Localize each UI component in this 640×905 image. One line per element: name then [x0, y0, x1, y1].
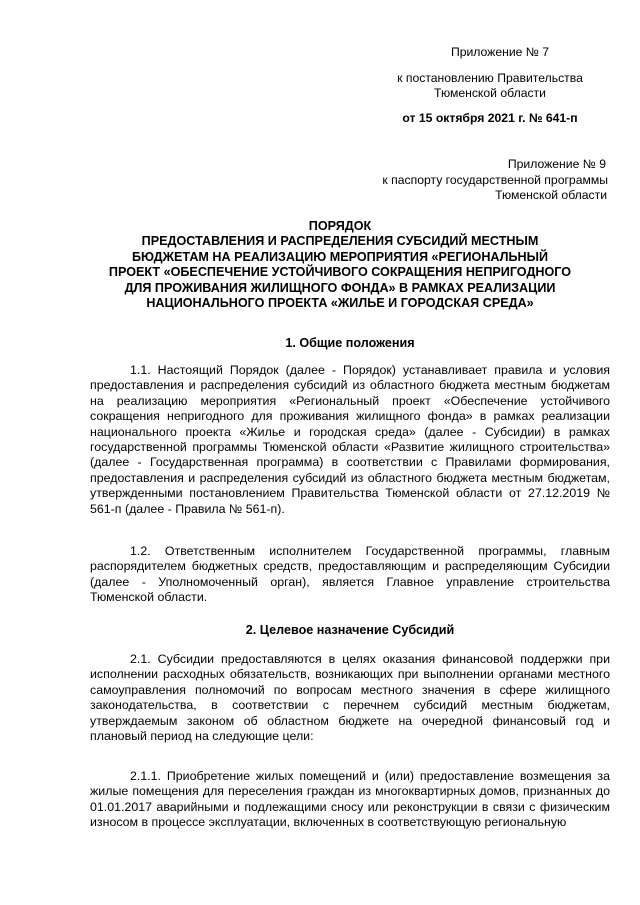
title-line-1: ПОРЯДОК	[308, 219, 372, 233]
annex-7-label: Приложение № 7	[450, 45, 550, 59]
paragraph-1-1: 1.1. Настоящий Порядок (далее - Порядок) устанавливает правила и условия предоставления и распределения субсидий из областного бюджета местным бюджетам на реализацию мероприятия «Региональный проект «Обеспечение устойчивого сокращения непригодного для проживания жилищного фонда» в рамках реализации национального проекта «Жилье и городская среда» (далее - Субсидии) в рамках государственной программы Тюменской области «Развитие жилищного строительства» (далее - Государственная программа) в соответствии с Правилами формирования, предоставления и распределения субсидий из областного бюджета местным бюджетам, утвержденными постановлением Правительства Тюменской области от 27.12.2019 № 561-п (далее - Правила № 561-п).	[90, 363, 610, 516]
title-line-2: ПРЕДОСТАВЛЕНИЯ И РАСПРЕДЕЛЕНИЯ СУБСИДИЙ МЕСТНЫМ	[141, 234, 539, 249]
annex-7-reference-line1: к постановлению Правительства	[397, 71, 583, 85]
paragraph-2-1-1: 2.1.1. Приобретение жилых помещений и (или) предоставление возмещения за жилые помещения для переселения граждан из многоквартирных домов, признанных до 01.01.2017 аварийными и подлежащими сносу или реконструкции в связи с физическим износом в процессе эксплуатации, включенных в соответствующую региональную	[90, 769, 610, 830]
title-line-3: БЮДЖЕТАМ НА РЕАЛИЗАЦИЮ МЕРОПРИЯТИЯ «РЕГИОНАЛЬНЫЙ	[131, 249, 549, 264]
paragraph-1-2: 1.2. Ответственным исполнителем Государственной программы, главным распорядителем бюджетных средств, предоставляющим и распределяющим Субсидии (далее - Уполномоченный орган), является Главное управление строительства Тюменской области.	[90, 544, 610, 605]
annex-9-reference-line2: Тюменской области	[495, 188, 607, 202]
title-line-5: ДЛЯ ПРОЖИВАНИЯ ЖИЛИЩНОГО ФОНДА» В РАМКАХ РЕАЛИЗАЦИИ	[124, 280, 556, 295]
annex-7-date: от 15 октября 2021 г. № 641-п	[402, 111, 578, 125]
paragraph-2-1: 2.1. Субсидии предоставляются в целях оказания финансовой поддержки при исполнении расходных обязательств, возникающих при выполнении органами местного самоуправления полномочий по вопросам местного значения в сфере жилищного законодательства, в соответствии с перечнем субсидий местным бюджетам, утверждаемым законом об областном бюджете на очередной финансовый год и плановый период на следующие цели:	[90, 652, 610, 744]
annex-9-reference-line1: к паспорту государственной программы	[382, 173, 608, 187]
document-title	[40, 219, 640, 311]
title-line-4: ПРОЕКТ «ОБЕСПЕЧЕНИЕ УСТОЙЧИВОГО СОКРАЩЕНИЯ НЕПРИГОДНОГО	[108, 265, 572, 280]
title-line-6: НАЦИОНАЛЬНОГО ПРОЕКТА «ЖИЛЬЕ И ГОРОДСКАЯ СРЕДА»	[146, 296, 534, 311]
section-2-heading: 2. Целевое назначение Субсидий	[245, 623, 455, 637]
annex-9-label: Приложение № 9	[507, 157, 606, 171]
section-1-heading: 1. Общие положения	[285, 336, 415, 350]
annex-7-reference-line2: Тюменской области	[434, 86, 546, 100]
